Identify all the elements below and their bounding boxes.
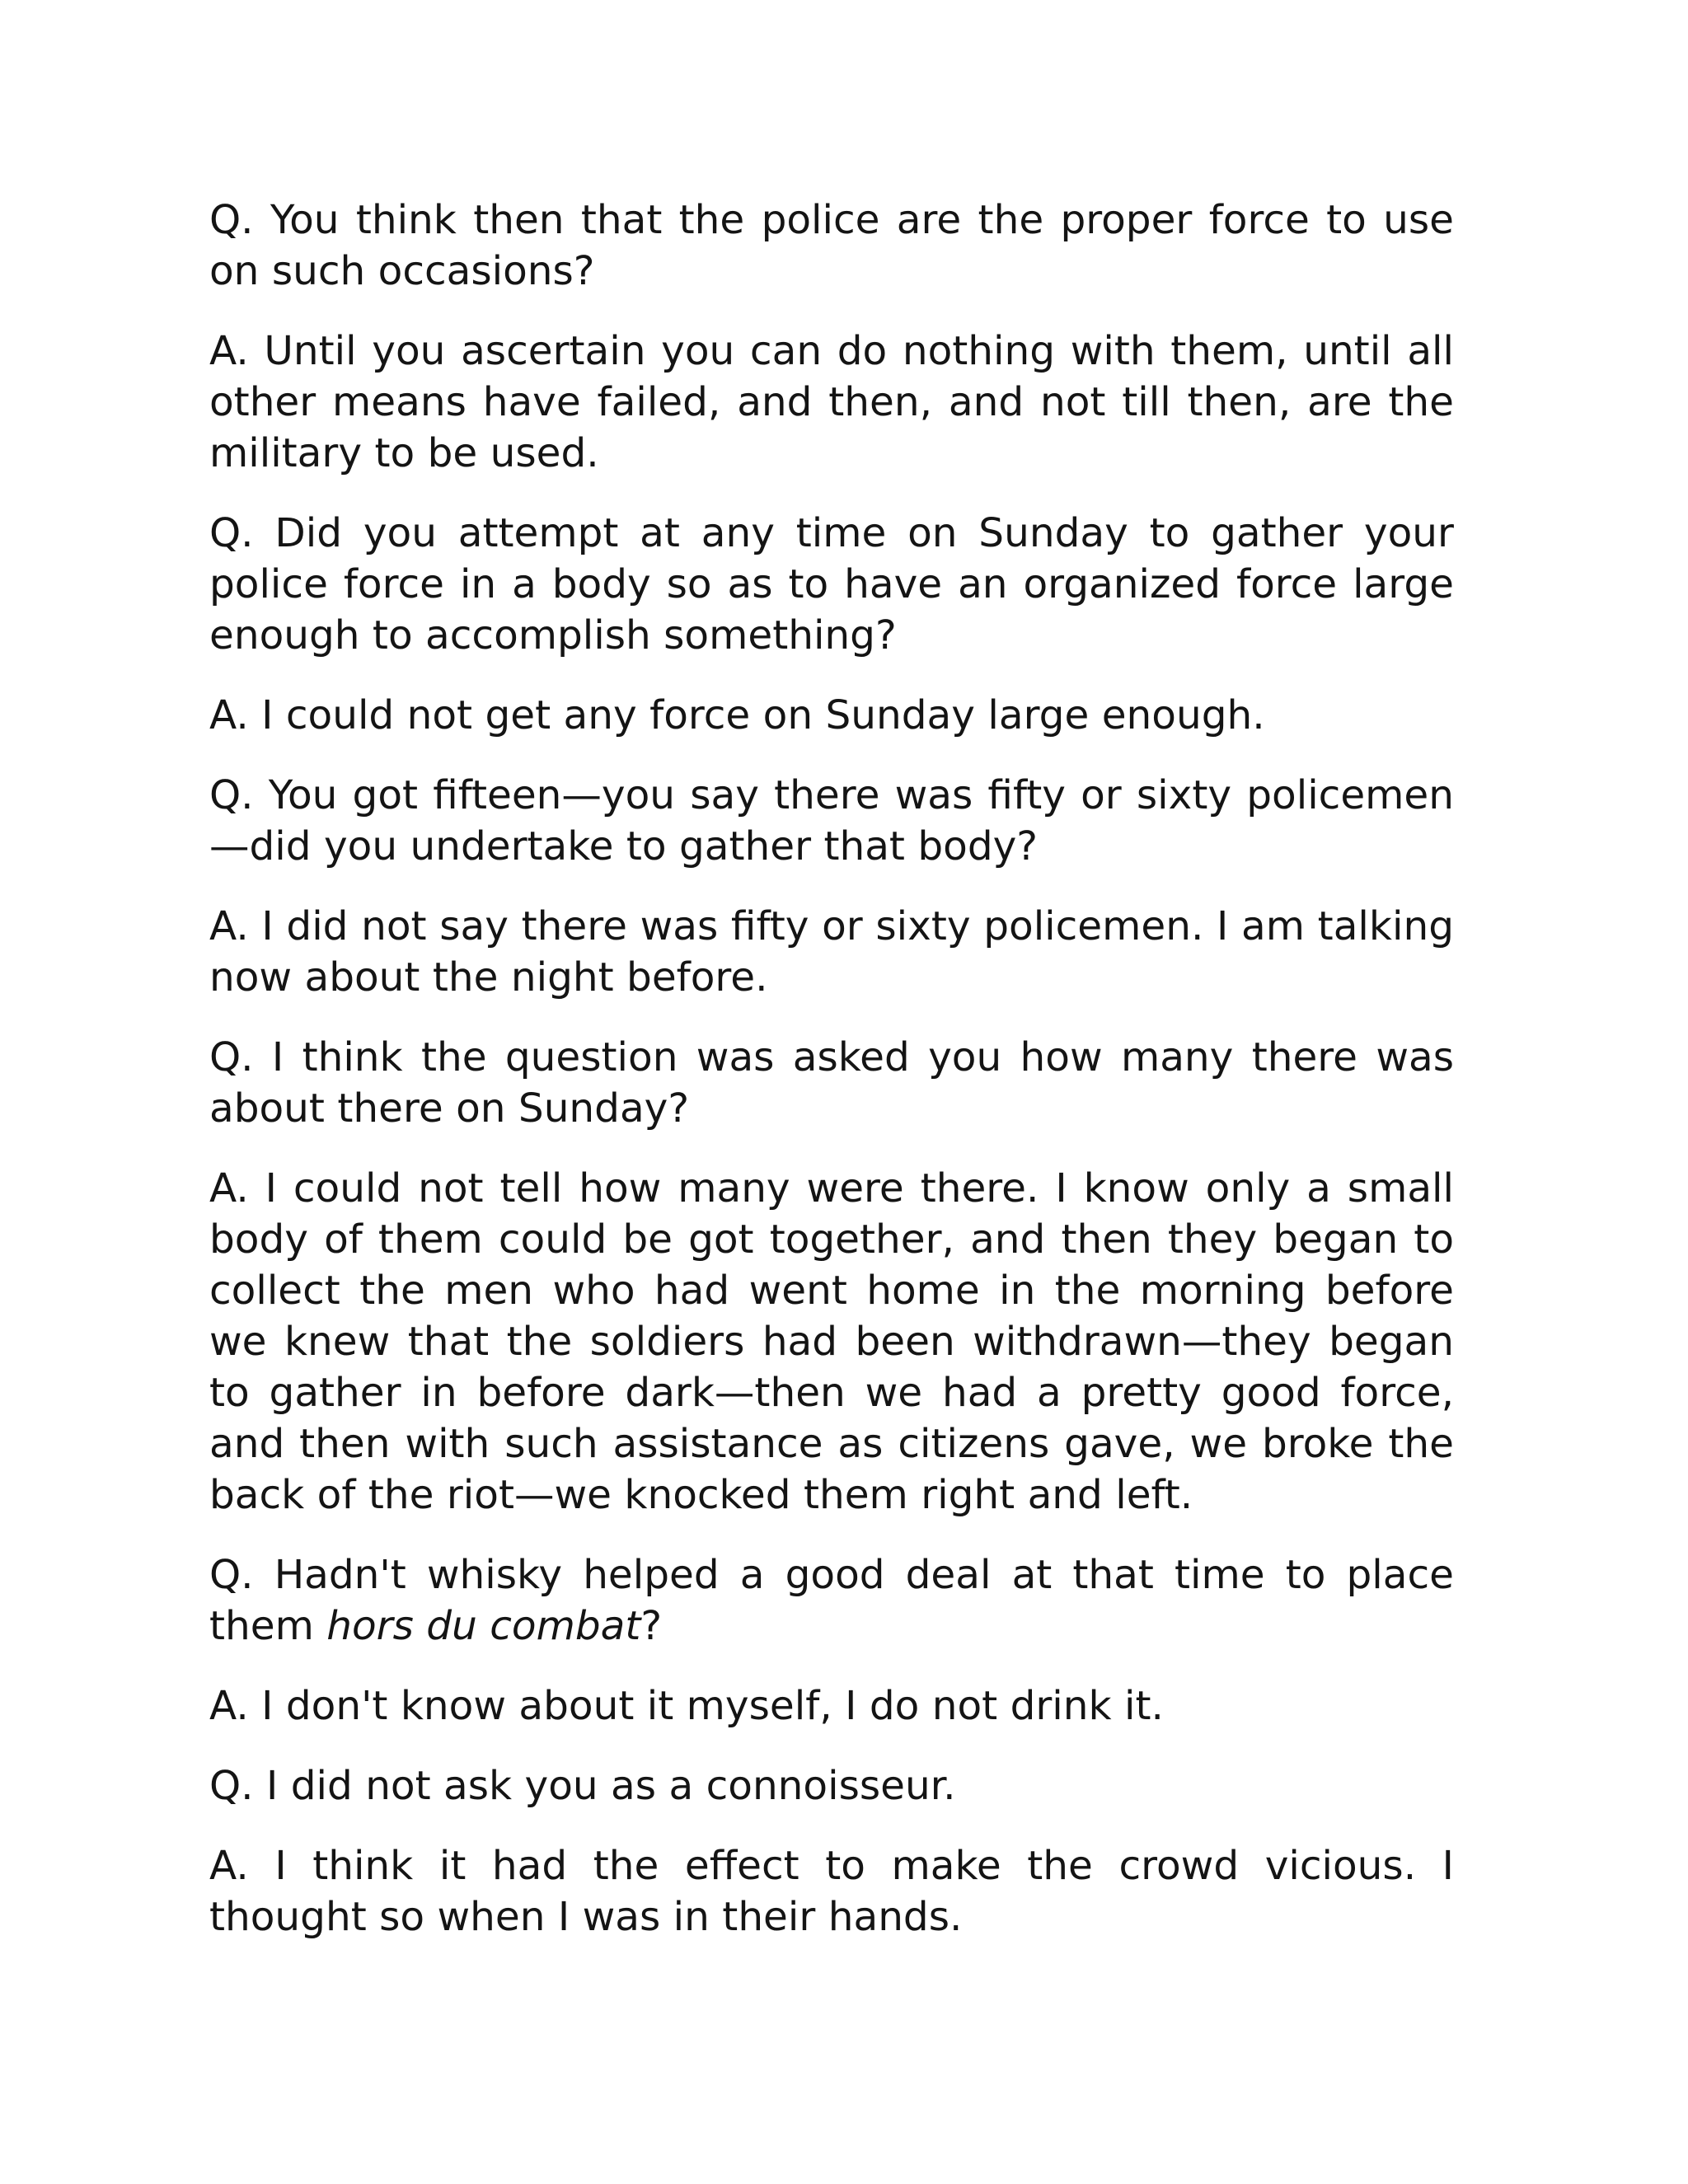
answer-paragraph: A. I don't know about it myself, I do not drink it.	[209, 1683, 1164, 1729]
question-paragraph	[209, 1549, 1454, 1652]
answer-paragraph: A. I did not say there was fifty or sixty policemen. I am talking now about the night before.	[209, 903, 1454, 1001]
question-mark: ?	[640, 1603, 663, 1649]
answer-paragraph: A. I could not get any force on Sunday large enough.	[209, 692, 1265, 738]
question-paragraph: Q. I think the question was asked you how many there was about there on Sunday?	[209, 1034, 1454, 1132]
italic-phrase: hors du combat	[326, 1603, 641, 1649]
answer-paragraph: A. I think it had the effect to make the crowd vicious. I thought so when I was in their hands.	[209, 1843, 1454, 1940]
question-paragraph: Q. I did not ask you as a connoisseur.	[209, 1763, 956, 1809]
answer-paragraph: A. Until you ascertain you can do nothing with them, until all other means have failed, and then, and not till then, are the military to be used.	[209, 328, 1454, 476]
question-paragraph: Q. You think then that the police are the proper force to use on such occasions?	[209, 197, 1454, 294]
question-paragraph: Q. You got fifteen—you say there was fifty or sixty policemen—did you undertake to gather that body?	[209, 772, 1454, 869]
question-paragraph: Q. Did you attempt at any time on Sunday to gather your police force in a body so as to have an organized force large enough to accomplish something?	[209, 510, 1454, 658]
question-text: Q. Hadn't whisky helped a good deal at that time to place them	[209, 1552, 1454, 1649]
document-page	[209, 194, 1454, 1971]
answer-paragraph: A. I could not tell how many were there. I know only a small body of them could be got together, and then they began to collect the men who had went home in the morning before we knew that the soldiers had been withdrawn—they began to gather in before dark—then we had a pretty good force, and then with such assistance as citizens gave, we broke the back of the riot—we knocked them right and left.	[209, 1165, 1454, 1518]
